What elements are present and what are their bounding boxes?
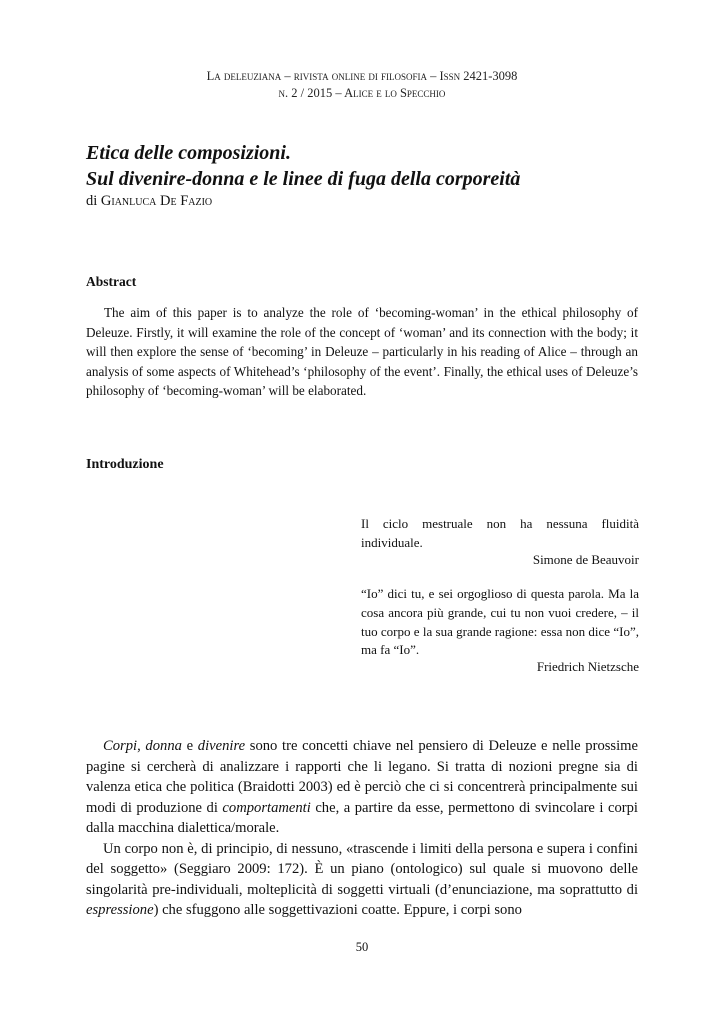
- text-run: ) che sfuggono alle soggettivazioni coatte. Eppure, i corpi sono: [153, 902, 522, 918]
- introduction-heading: Introduzione: [86, 457, 164, 472]
- journal-header-line2: n. 2 / 2015 – Alice e lo Specchio: [278, 86, 446, 100]
- term-espressione: espressione: [86, 902, 154, 918]
- term-corpi: Corpi: [103, 738, 138, 754]
- body-paragraph-2: [86, 839, 638, 921]
- article-title-line2: Sul divenire-donna e le linee di fuga della corporeità: [86, 168, 521, 190]
- author-name: Gianluca De Fazio: [100, 193, 213, 209]
- introduction-body: [86, 736, 638, 921]
- article-author: [86, 193, 212, 210]
- text-run: sono tre concetti chiave nel pensiero di Deleuze e nelle prossime pagine si cercherà di analizzare i rapporti che li legano. Si tratta di nozioni pregne sia di valenza etica che politica (Braidotti 2003) ed è perciò che ci si concentrerà principalmente sui modi di produzione di: [86, 738, 638, 816]
- text-run: Un corpo non è, di principio, di nessuno, «trascende i limiti della persona e supera i confini del soggetto» (Seggiaro 2009: 172). È un piano (ontologico) sul quale si muovono delle singolarità pre-individuali, molteplicità di soggetti virtuali (d’enunciazione, ma soprattutto di: [86, 840, 638, 898]
- abstract-heading: Abstract: [86, 274, 137, 289]
- article-title-line1: Etica delle composizioni.: [86, 142, 291, 164]
- journal-header-line1: La deleuziana – rivista online di filosofia – Issn 2421-3098: [206, 69, 518, 83]
- body-paragraph-1: [86, 736, 638, 839]
- epigraph-author-beauvoir: Simone de Beauvoir: [532, 552, 639, 567]
- text-run: e: [181, 738, 198, 754]
- author-prefix: di: [86, 193, 98, 209]
- journal-header: [0, 68, 724, 102]
- epigraph-quote-nietzsche: “Io” dici tu, e sei orgoglioso di questa parola. Ma la cosa ancora più grande, cui tu non vuoi credere, – il tuo corpo e la sua grande ragione: essa non dice “Io”, ma fa “Io”.: [361, 586, 639, 658]
- term-donna: donna: [145, 738, 182, 754]
- term-divenire: divenire: [197, 738, 246, 754]
- epigraph-author-nietzsche: Friedrich Nietzsche: [536, 659, 639, 674]
- epigraph-quote-beauvoir: Il ciclo mestruale non ha nessuna fluidità individuale.: [361, 516, 639, 550]
- page-number: 50: [355, 940, 369, 954]
- abstract-text: The aim of this paper is to analyze the role of ‘becoming-woman’ in the ethical philosophy of Deleuze. Firstly, it will examine the role of the concept of ‘woman’ and its connection with the body; it will then explore the sense of ‘becoming’ in Deleuze – particularly in his reading of Alice – through an analysis of some aspects of Whitehead’s ‘philosophy of the event’. Finally, the ethical uses of Deleuze’s philosophy of ‘becoming-woman’ will be elaborated.: [86, 305, 638, 399]
- article-title: [86, 140, 646, 192]
- text-run: che, a partire da esse, permettono di svincolare i corpi dalla macchina dialettica/morale.: [86, 799, 638, 836]
- term-comportamenti: comportamenti: [222, 799, 311, 816]
- text-run: ,: [137, 738, 146, 754]
